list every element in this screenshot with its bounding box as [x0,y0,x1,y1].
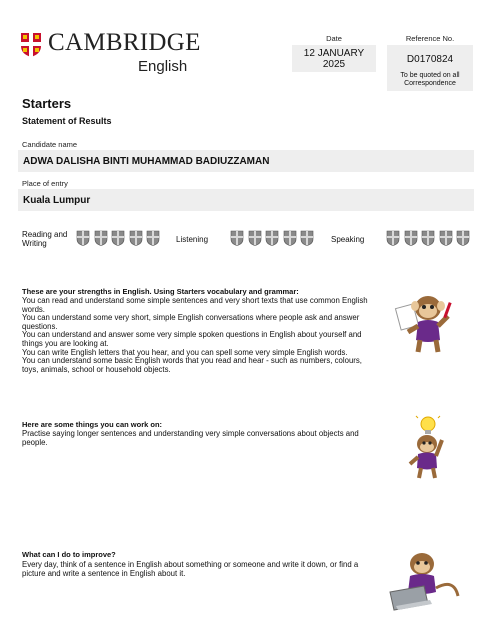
shields-listening [230,230,318,246]
achievement-shield-icon [111,230,125,246]
strengths-title: These are your strengths in English. Using Starters vocabulary and grammar: [22,287,299,296]
skill-label-speaking: Speaking [331,235,365,244]
reference-note-line1: To be quoted on all [400,72,460,79]
logo-subtitle: English [138,58,188,75]
reference-label: Reference No. [405,34,455,43]
candidate-name-field [18,150,474,172]
strength-line: You can read and understand some simple sentences and very short texts that use common English words. [22,296,368,314]
improve-title: What can I do to improve? [22,550,116,559]
achievement-shield-icon [129,230,143,246]
strength-line: You can write English letters that you hear, and you can spell some very simple English words. [22,347,348,357]
strength-line: You can understand some very short, simple English conversations where people ask and answer questions. [22,313,360,331]
place-of-entry-value: Kuala Lumpur [23,195,91,206]
achievement-shield-icon [248,230,262,246]
date-box [292,45,376,72]
candidate-name-label: Candidate name [22,140,78,149]
achievement-shield-icon [146,230,160,246]
shields-reading-writing [76,230,164,246]
monkey-laptop-illustration [384,548,464,616]
strength-line: You can understand and answer some very simple spoken questions in English about yourself and things you are looking at. [22,330,362,348]
page-title: Starters [22,96,72,111]
strengths-text [22,297,378,374]
achievement-shield-icon [421,230,435,246]
date-value-line2: 2025 [322,59,346,70]
candidate-name-value: ADWA DALISHA BINTI MUHAMMAD BADIUZZAMAN [23,156,270,167]
achievement-shield-icon [94,230,108,246]
place-of-entry-field [18,189,474,211]
monkey-lightbulb-illustration [402,414,452,482]
improve-text: Every day, think of a sentence in English about something or someone and write it down, or find a picture and write a sentence in English about it. [22,560,359,578]
reference-value: D0170824 [406,54,454,65]
achievement-shield-icon [456,230,470,246]
achievement-shield-icon [404,230,418,246]
achievement-shield-icon [283,230,297,246]
page-subtitle: Statement of Results [22,116,112,126]
achievement-shield-icon [76,230,90,246]
cambridge-crest-icon [20,32,42,58]
logo-wordmark: CAMBRIDGE [48,29,201,56]
reference-box [387,45,473,91]
place-of-entry-label: Place of entry [22,179,68,188]
cambridge-logo [20,29,201,77]
work-on-title: Here are some things you can work on: [22,420,163,429]
achievement-shield-icon [439,230,453,246]
skill-label-reading-writing: Reading and Writing [22,230,68,248]
achievement-shield-icon [300,230,314,246]
achievement-shield-icon [386,230,400,246]
skill-label-listening: Listening [176,235,209,244]
strength-line: You can understand some basic English words that you read and hear - such as numbers, colours, toys, animals, school or household objects. [22,356,362,374]
monkey-pencil-illustration [394,286,458,358]
achievement-shield-icon [265,230,279,246]
date-label: Date [326,34,342,43]
date-value-line1: 12 JANUARY [303,48,365,59]
work-on-text: Practise saying longer sentences and understanding very simple conversations about objects and people. [22,429,359,447]
shields-speaking [386,230,474,246]
reference-note-line2: Correspondence [404,80,456,87]
achievement-shield-icon [230,230,244,246]
